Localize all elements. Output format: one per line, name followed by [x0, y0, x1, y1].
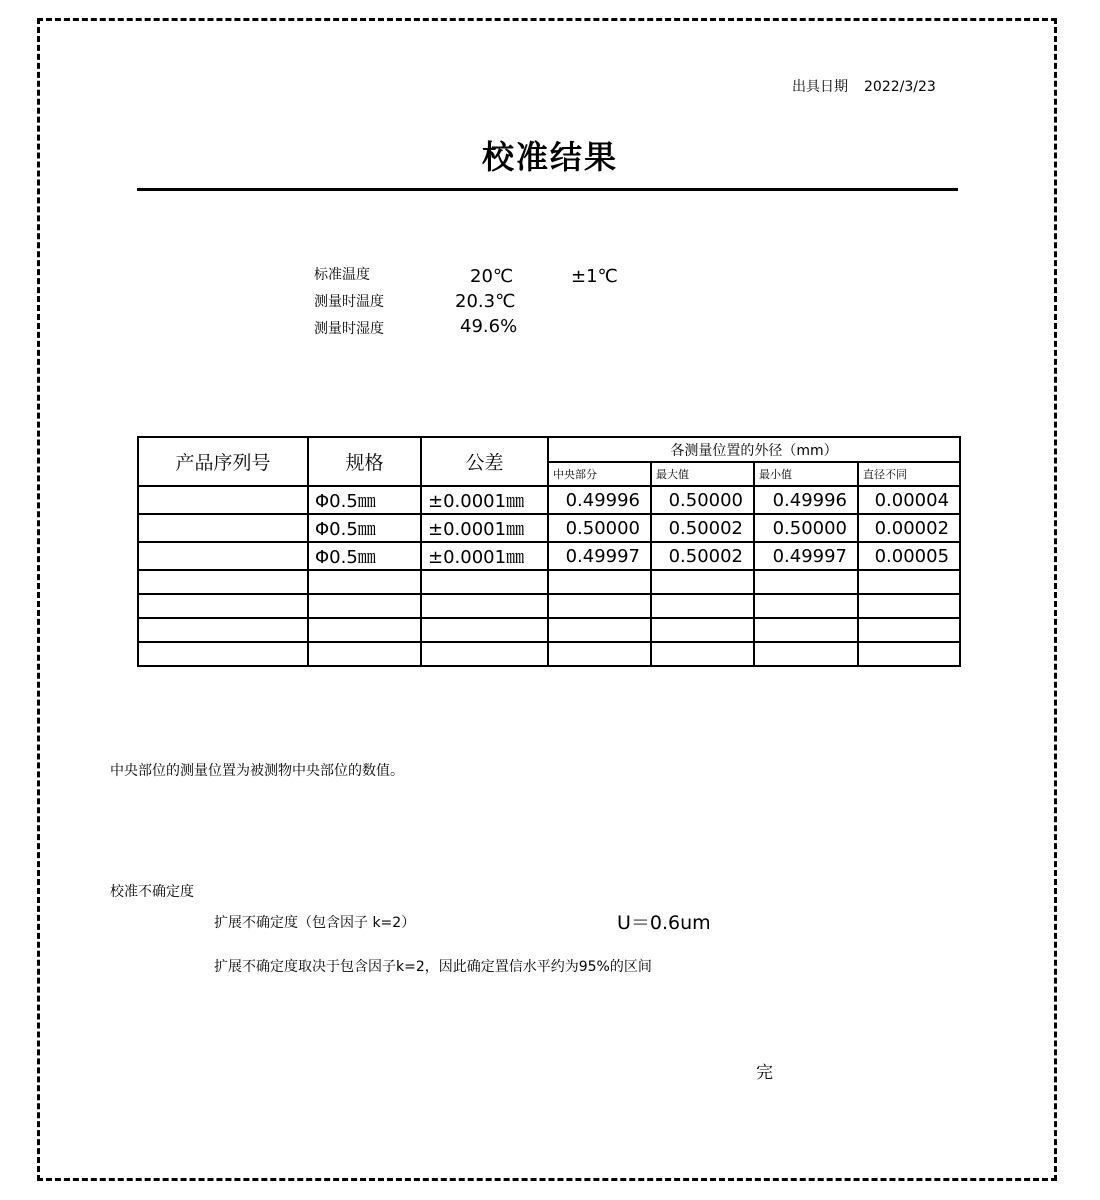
cell-diff: 0.00005 — [858, 542, 960, 570]
uncertainty-heading: 校准不确定度 — [110, 884, 194, 900]
cell-max — [651, 570, 754, 594]
cell-diff: 0.00004 — [858, 486, 960, 514]
cell-max: 0.50000 — [651, 486, 754, 514]
cell-spec: Φ0.5㎜ — [308, 486, 421, 514]
header-tolerance: 公差 — [421, 437, 548, 486]
cell-diff — [858, 618, 960, 642]
cell-min: 0.49996 — [754, 486, 858, 514]
std-temp-value: 20℃ — [470, 266, 514, 287]
issue-date — [792, 76, 936, 96]
uncertainty-description: 扩展不确定度取决于包含因子k=2，因此确定置信水平约为95%的区间 — [214, 959, 652, 975]
cell-serial — [138, 642, 308, 666]
meas-humidity-value: 49.6% — [460, 316, 518, 337]
cell-serial — [138, 594, 308, 618]
document-title: 校准结果 — [481, 138, 618, 176]
cell-max — [651, 642, 754, 666]
cell-serial — [138, 570, 308, 594]
cell-center — [548, 594, 651, 618]
cell-center: 0.50000 — [548, 514, 651, 542]
cell-serial — [138, 486, 308, 514]
header-spec: 规格 — [308, 437, 421, 486]
end-mark: 完 — [756, 1063, 773, 1083]
cell-spec: Φ0.5㎜ — [308, 514, 421, 542]
header-diff: 直径不同 — [858, 462, 960, 486]
cell-min — [754, 642, 858, 666]
cell-serial — [138, 514, 308, 542]
cell-center — [548, 618, 651, 642]
cell-tolerance — [421, 618, 548, 642]
cell-min — [754, 594, 858, 618]
issue-date-label: 出具日期 — [792, 79, 848, 95]
table-row — [138, 642, 960, 666]
cell-center: 0.49997 — [548, 542, 651, 570]
cell-min — [754, 570, 858, 594]
cell-max — [651, 618, 754, 642]
table-row — [138, 514, 960, 542]
cell-diff — [858, 642, 960, 666]
expanded-uncertainty-value: U＝0.6um — [617, 912, 711, 934]
header-max: 最大值 — [651, 462, 754, 486]
results-table-body — [138, 486, 960, 666]
cell-spec: Φ0.5㎜ — [308, 542, 421, 570]
cell-tolerance: ±0.0001㎜ — [421, 486, 548, 514]
cell-center — [548, 570, 651, 594]
std-temp-tolerance: ±1℃ — [571, 266, 618, 287]
std-temp-label: 标准温度 — [314, 267, 370, 283]
meas-temp-label: 测量时温度 — [314, 294, 384, 310]
cell-serial — [138, 618, 308, 642]
table-row — [138, 594, 960, 618]
table-row — [138, 618, 960, 642]
cell-tolerance — [421, 642, 548, 666]
cell-max — [651, 594, 754, 618]
cell-tolerance — [421, 570, 548, 594]
cell-diff — [858, 570, 960, 594]
title-underline — [137, 188, 958, 191]
table-row — [138, 570, 960, 594]
header-min: 最小值 — [754, 462, 858, 486]
cell-diff: 0.00002 — [858, 514, 960, 542]
cell-min — [754, 618, 858, 642]
table-row — [138, 542, 960, 570]
cell-serial — [138, 542, 308, 570]
cell-tolerance: ±0.0001㎜ — [421, 514, 548, 542]
header-diameter-group: 各测量位置的外径（mm） — [548, 437, 960, 462]
issue-date-value: 2022/3/23 — [864, 79, 936, 95]
meas-humidity-label: 测量时湿度 — [314, 321, 384, 337]
meas-temp-value: 20.3℃ — [455, 291, 516, 312]
cell-spec — [308, 618, 421, 642]
cell-max: 0.50002 — [651, 514, 754, 542]
cell-spec — [308, 594, 421, 618]
header-serial: 产品序列号 — [138, 437, 308, 486]
table-row — [138, 486, 960, 514]
cell-center: 0.49996 — [548, 486, 651, 514]
cell-spec — [308, 642, 421, 666]
cell-center — [548, 642, 651, 666]
measurement-note: 中央部位的测量位置为被测物中央部位的数值。 — [110, 763, 404, 779]
cell-diff — [858, 594, 960, 618]
cell-min: 0.49997 — [754, 542, 858, 570]
cell-max: 0.50002 — [651, 542, 754, 570]
cell-spec — [308, 570, 421, 594]
cell-min: 0.50000 — [754, 514, 858, 542]
results-table — [137, 436, 961, 667]
expanded-uncertainty-label: 扩展不确定度（包含因子 k=2） — [214, 915, 416, 931]
header-center: 中央部分 — [548, 462, 651, 486]
cell-tolerance — [421, 594, 548, 618]
cell-tolerance: ±0.0001㎜ — [421, 542, 548, 570]
